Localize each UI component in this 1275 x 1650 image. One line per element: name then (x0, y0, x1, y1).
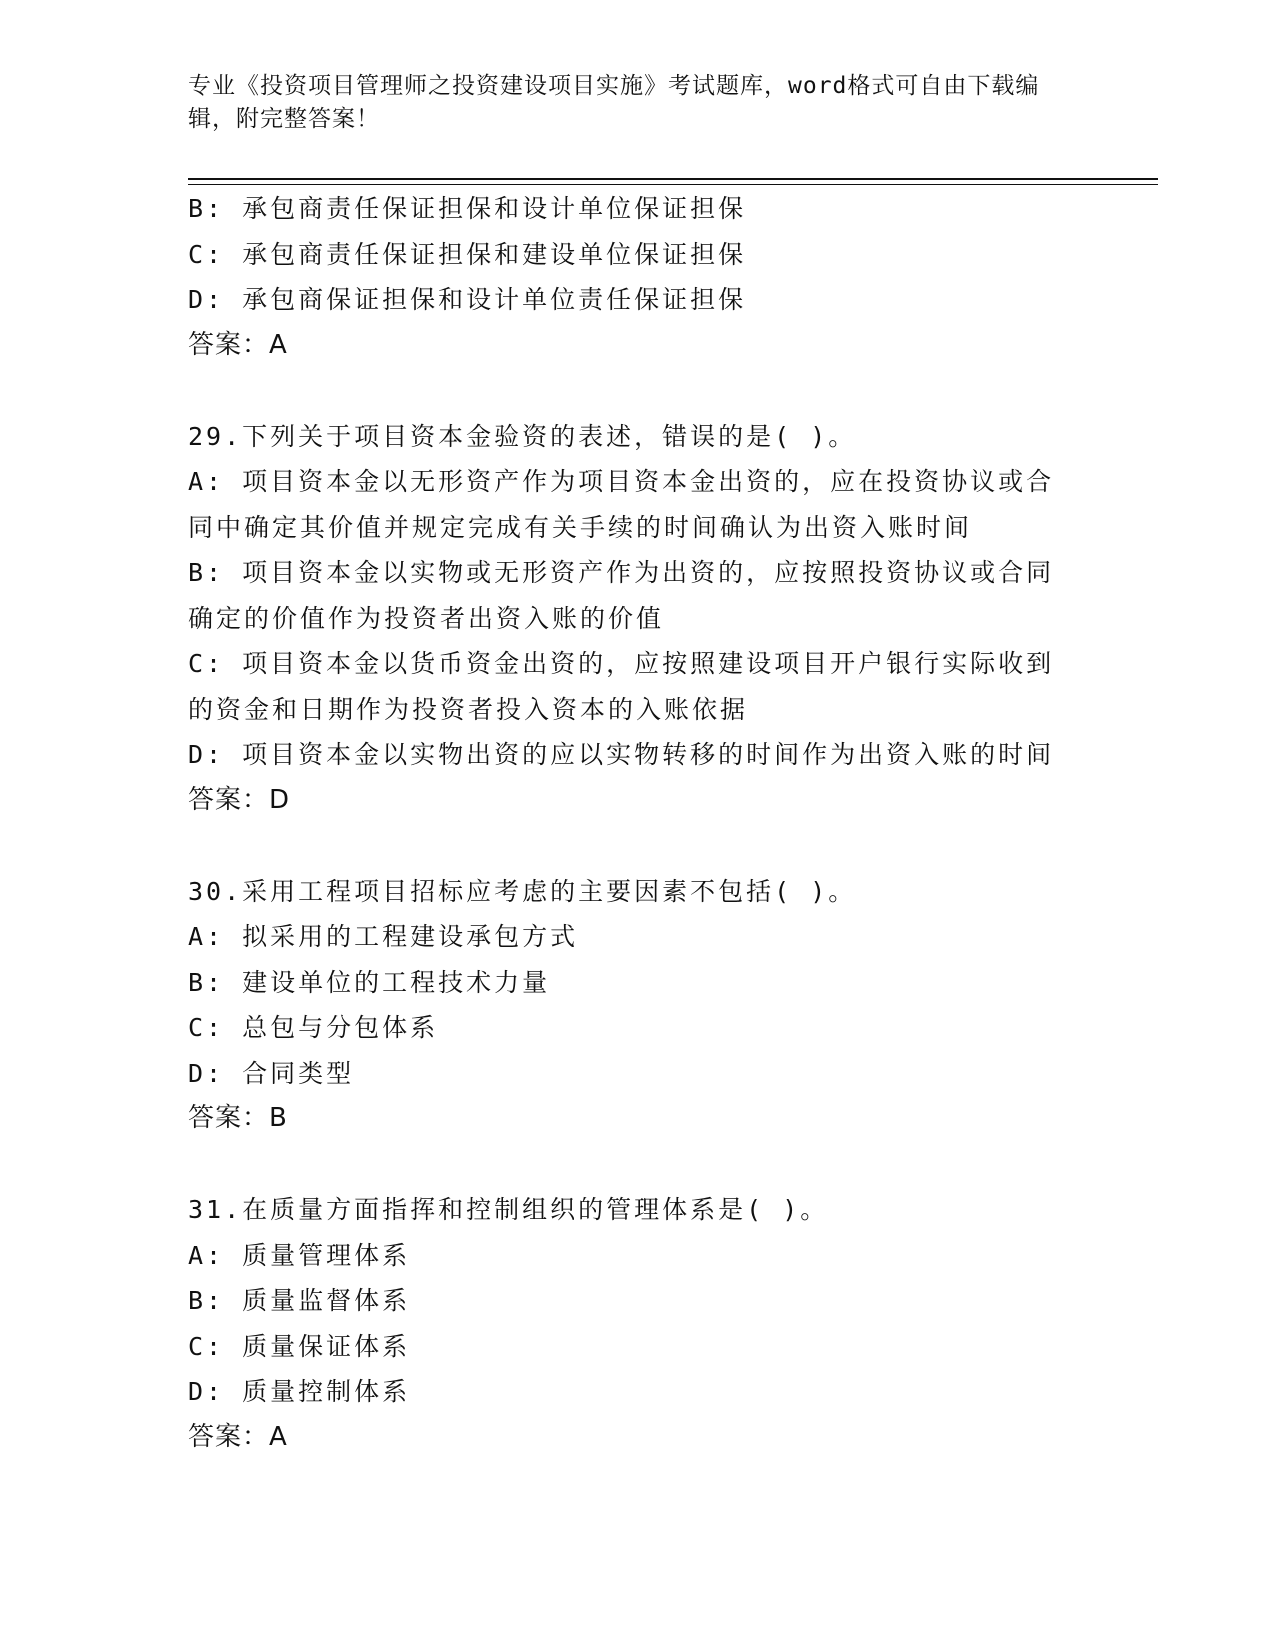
option-a-continued: 同中确定其价值并规定完成有关手续的时间确认为出资入账时间 (188, 512, 973, 542)
option-b: B: 建设单位的工程技术力量 (188, 967, 551, 997)
question-stem: 31.在质量方面指挥和控制组织的管理体系是( )。 (188, 1195, 829, 1224)
spacer (188, 823, 1088, 869)
option-a: A: 项目资本金以无形资产作为项目资本金出资的，应在投资协议或合 (188, 467, 1055, 496)
question-31 (188, 1187, 1088, 1460)
question-30 (188, 869, 1088, 1142)
question-list (188, 186, 1088, 1460)
option-b: B: 承包商责任保证担保和设计单位保证担保 (188, 194, 747, 223)
question-stem: 30.采用工程项目招标应考虑的主要因素不包括( )。 (188, 876, 857, 906)
option-d: D: 承包商保证担保和设计单位责任保证担保 (188, 285, 747, 314)
spacer (188, 368, 1088, 414)
option-b: B: 项目资本金以实物或无形资产作为出资的，应按照投资协议或合同 (188, 558, 1055, 587)
option-d: D: 合同类型 (188, 1058, 355, 1088)
header-divider-thick (188, 178, 1158, 180)
option-c: C: 承包商责任保证担保和建设单位保证担保 (188, 239, 747, 269)
question-stem: 29.下列关于项目资本金验资的表述，错误的是( )。 (188, 421, 857, 451)
option-c: C: 质量保证体系 (188, 1331, 411, 1361)
answer-text: 答案：D (188, 784, 291, 815)
answer-text: 答案：A (188, 1421, 288, 1452)
option-c-continued: 的资金和日期作为投资者投入资本的入账依据 (188, 694, 749, 724)
answer-text: 答案：B (188, 1103, 288, 1133)
option-c: C: 项目资本金以货币资金出资的，应按照建设项目开户银行实际收到 (188, 649, 1055, 678)
option-d: D: 项目资本金以实物出资的应以实物转移的时间作为出资入账的时间 (188, 740, 1055, 769)
option-d: D: 质量控制体系 (188, 1377, 411, 1406)
question-29 (188, 414, 1088, 824)
answer-text: 答案：A (188, 329, 288, 360)
spacer (188, 1142, 1088, 1188)
question-28 (188, 186, 1088, 368)
option-c: C: 总包与分包体系 (188, 1013, 439, 1042)
header-line-2: 辑，附完整答案！ (188, 106, 380, 132)
document-header (188, 70, 1088, 136)
option-a: A: 质量管理体系 (188, 1240, 411, 1270)
header-divider-thin (188, 184, 1158, 185)
option-b-continued: 确定的价值作为投资者出资入账的价值 (188, 603, 665, 633)
option-a: A: 拟采用的工程建设承包方式 (188, 922, 579, 951)
header-line-1: 专业《投资项目管理师之投资建设项目实施》考试题库，word格式可自由下载编 (188, 73, 1040, 99)
option-b: B: 质量监督体系 (188, 1286, 411, 1315)
